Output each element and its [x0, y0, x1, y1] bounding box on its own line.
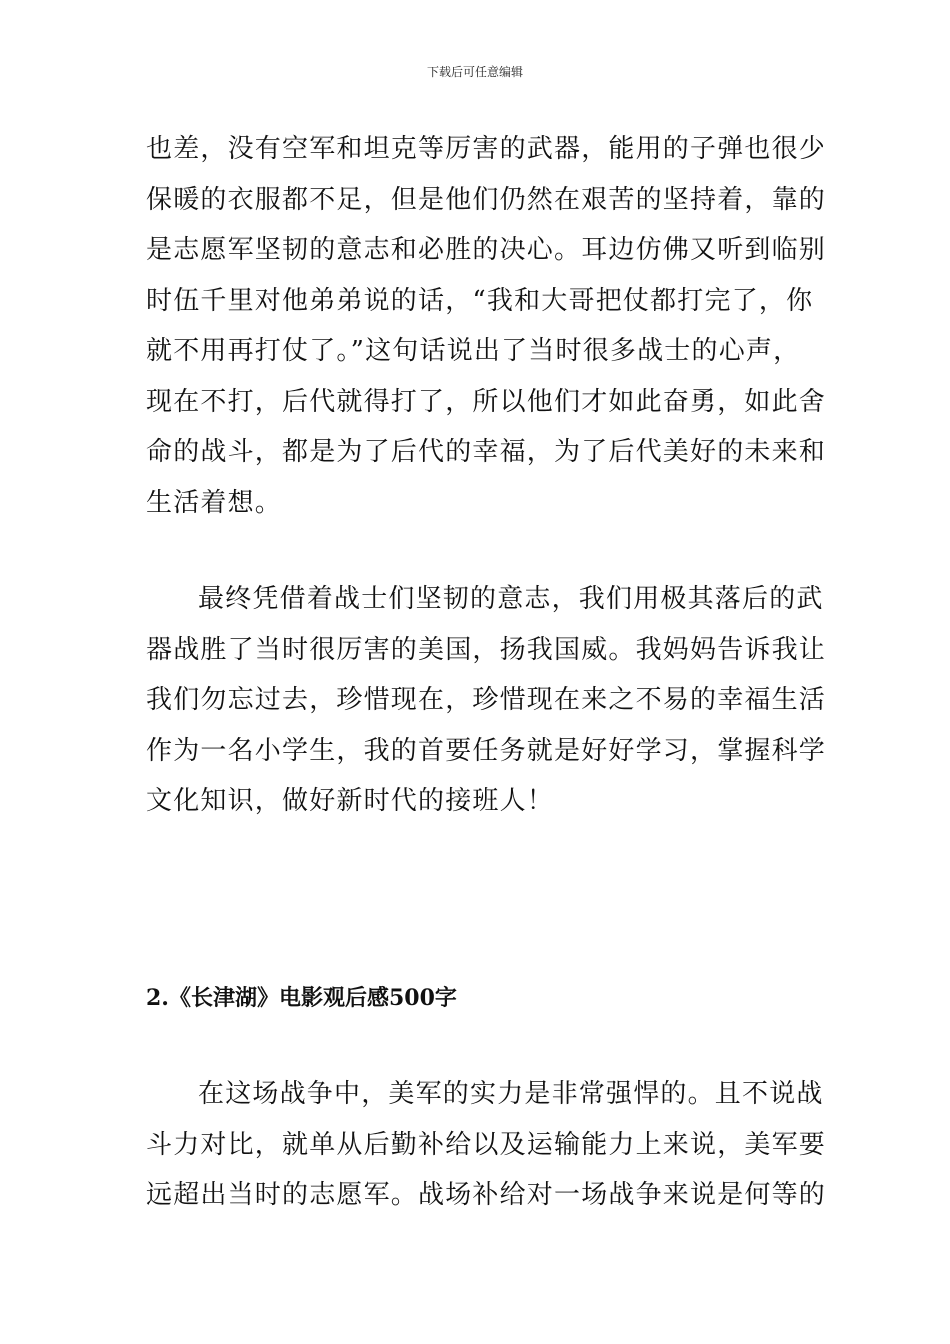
paragraph-line: 我们勿忘过去，珍惜现在，珍惜现在来之不易的幸福生活: [146, 685, 827, 715]
page-header: 下载后可任意编辑: [426, 65, 523, 79]
paragraph-line: 最终凭借着战士们坚韧的意志，我们用极其落后的武: [198, 584, 824, 614]
paragraph-line: 在这场战争中，美军的实力是非常强悍的。且不说战: [198, 1079, 824, 1109]
paragraph-line: 器战胜了当时很厉害的美国，扬我国威。我妈妈告诉我让: [146, 634, 827, 665]
paragraph-line: 斗力对比，就单从后勤补给以及运输能力上来说，美军要: [146, 1129, 827, 1160]
paragraph-3: [146, 1069, 827, 1221]
paragraph-line: 保暖的衣服都不足，但是他们仍然在艰苦的坚持着，靠的: [146, 184, 827, 215]
paragraph-line: 命的战斗，都是为了后代的幸福，为了后代美好的未来和: [146, 437, 827, 467]
paragraph-1: [146, 124, 827, 528]
paragraph-line: 现在不打，后代就得打了，所以他们才如此奋勇，如此舍: [146, 386, 827, 417]
paragraph-line: 也差，没有空军和坦克等厉害的武器，能用的子弹也很少: [146, 134, 827, 164]
paragraph-line: 生活着想。: [146, 487, 283, 518]
paragraph-line: 文化知识，做好新时代的接班人！: [146, 786, 555, 816]
paragraph-line: 就不用再打仗了。”这句话说出了当时很多战士的心声，: [146, 336, 801, 366]
paragraph-line: 时伍千里对他弟弟说的话，“我和大哥把仗都打完了，你: [146, 285, 814, 316]
paragraph-line: 是志愿军坚韧的意志和必胜的决心。耳边仿佛又听到临别: [146, 235, 827, 265]
paragraph-line: 作为一名小学生，我的首要任务就是好好学习，掌握科学: [146, 735, 827, 766]
section-heading: 2.《长津湖》电影观后感500字: [146, 985, 457, 1011]
paragraph-line: 远超出当时的志愿军。战场补给对一场战争来说是何等的: [146, 1180, 827, 1210]
paragraph-2: [146, 574, 827, 827]
